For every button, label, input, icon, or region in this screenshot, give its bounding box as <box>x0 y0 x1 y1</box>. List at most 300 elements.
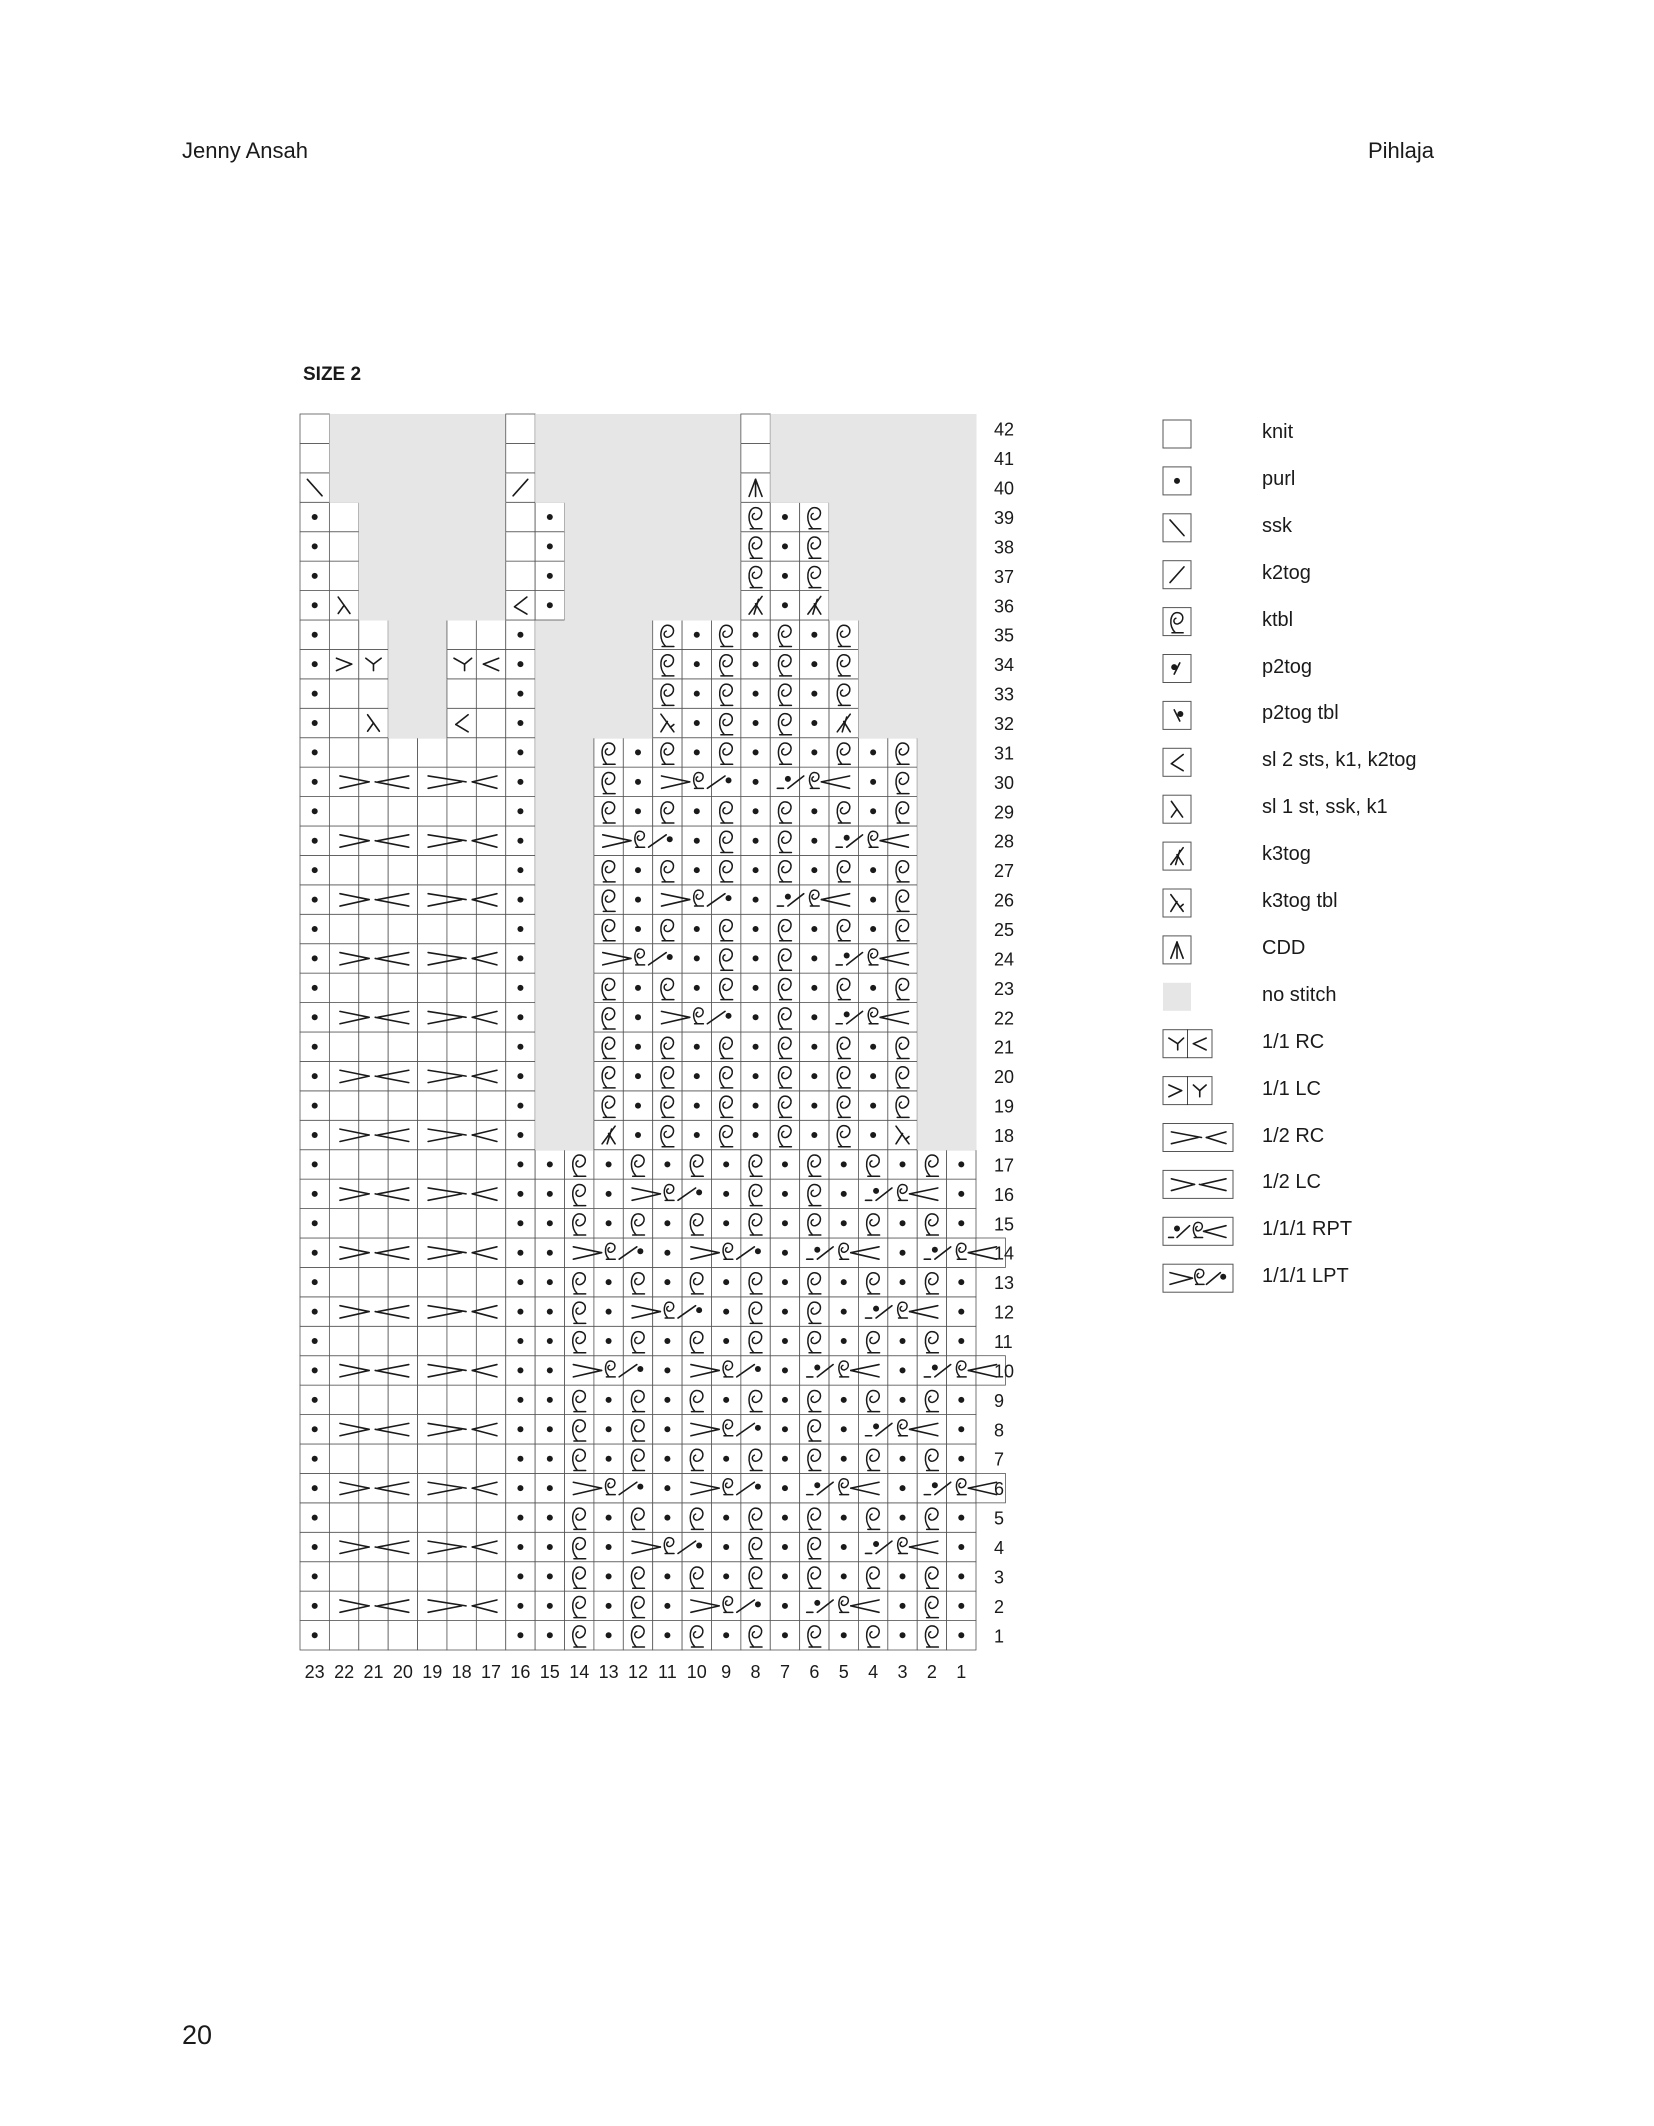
legend-k3tog-tbl-icon <box>1163 889 1191 917</box>
cable-ab-cell <box>418 1120 506 1149</box>
stitch-cell <box>506 1591 535 1620</box>
stitch-cell <box>829 679 858 708</box>
stitch-cell <box>300 502 329 531</box>
stitch-cell <box>623 1591 652 1620</box>
stitch-cell <box>770 1150 799 1179</box>
stitch-cell <box>711 797 740 826</box>
stitch-cell <box>829 855 858 884</box>
no-stitch-cell <box>418 649 448 679</box>
no-stitch-cell <box>447 414 477 444</box>
stitch-cell <box>535 1621 564 1650</box>
stitch-cell <box>300 1385 329 1414</box>
row-number: 34 <box>994 655 1015 676</box>
cable-ef-cell <box>329 1061 417 1090</box>
stitch-cell <box>800 1532 829 1561</box>
no-stitch-cell <box>947 532 977 562</box>
stitch-cell <box>300 1032 329 1061</box>
cable-ab-cell <box>418 1591 506 1620</box>
stitch-cell <box>418 1503 447 1532</box>
stitch-cell <box>359 1267 388 1296</box>
stitch-cell <box>506 1003 535 1032</box>
stitch-cell <box>535 1473 564 1502</box>
stitch-cell <box>476 797 505 826</box>
stitch-cell <box>506 855 535 884</box>
no-stitch-cell <box>947 591 977 621</box>
stitch-cell <box>829 973 858 1002</box>
chart-row-35 <box>300 620 977 650</box>
cable-xyz-cell <box>623 1297 711 1326</box>
stitch-cell <box>711 1179 740 1208</box>
stitch-cell <box>800 620 829 649</box>
stitch-cell <box>711 1150 740 1179</box>
stitch-cell <box>476 914 505 943</box>
row-number: 36 <box>994 596 1015 617</box>
no-stitch-cell <box>829 502 859 532</box>
stitch-cell <box>300 767 329 796</box>
stitch-cell <box>682 649 711 678</box>
column-number: 23 <box>304 1662 325 1682</box>
row-number: 5 <box>994 1508 1005 1529</box>
no-stitch-cell <box>623 473 653 503</box>
stitch-cell <box>594 855 623 884</box>
no-stitch-cell <box>917 708 947 738</box>
stitch-cell <box>476 1621 505 1650</box>
cable-uvw-cell <box>800 1591 888 1620</box>
cable-uvw-cell <box>800 1238 888 1267</box>
stitch-cell <box>388 1326 417 1355</box>
row-number: 16 <box>994 1184 1015 1205</box>
no-stitch-cell <box>888 443 918 473</box>
stitch-cell <box>829 1444 858 1473</box>
row-number: 37 <box>994 566 1015 587</box>
stitch-cell <box>858 1267 887 1296</box>
no-stitch-cell <box>917 1091 947 1121</box>
stitch-cell <box>506 679 535 708</box>
cable-ef-cell <box>329 1415 417 1444</box>
stitch-cell <box>829 649 858 678</box>
stitch-cell <box>506 738 535 767</box>
stitch-cell <box>858 738 887 767</box>
legend-label-1-1-1-lpt: 1/1/1 LPT <box>1262 1265 1349 1288</box>
stitch-cell <box>506 1503 535 1532</box>
no-stitch-cell <box>623 414 653 444</box>
stitch-cell <box>741 885 770 914</box>
stitch-cell <box>388 1267 417 1296</box>
cable-xyz-cell <box>594 826 682 855</box>
no-stitch-cell <box>418 561 448 591</box>
no-stitch-cell <box>947 1003 977 1033</box>
cable-ab-cell <box>418 1003 506 1032</box>
stitch-cell <box>682 1621 711 1650</box>
stitch-cell <box>359 1503 388 1532</box>
author-name: Jenny Ansah <box>182 138 308 163</box>
chart-row-30 <box>300 767 977 797</box>
stitch-cell <box>476 1209 505 1238</box>
no-stitch-cell <box>829 414 859 444</box>
no-stitch-cell <box>359 473 389 503</box>
no-stitch-cell <box>565 443 595 473</box>
stitch-cell <box>329 1503 358 1532</box>
stitch-cell <box>506 944 535 973</box>
chart-row-10 <box>300 1356 1005 1385</box>
stitch-cell <box>770 1356 799 1385</box>
row-number: 21 <box>994 1037 1015 1058</box>
stitch-cell <box>594 1444 623 1473</box>
stitch-cell <box>506 502 535 531</box>
column-number: 16 <box>510 1662 531 1682</box>
no-stitch-cell <box>770 414 800 444</box>
stitch-cell <box>947 1415 976 1444</box>
stitch-cell <box>947 1444 976 1473</box>
stitch-cell <box>388 1091 417 1120</box>
stitch-cell <box>300 1209 329 1238</box>
stitch-cell <box>711 1120 740 1149</box>
no-stitch-cell <box>682 591 712 621</box>
stitch-cell <box>770 1209 799 1238</box>
stitch-cell <box>300 885 329 914</box>
stitch-cell <box>741 473 770 502</box>
no-stitch-cell <box>711 414 741 444</box>
stitch-cell <box>770 1473 799 1502</box>
row-number: 26 <box>994 890 1015 911</box>
no-stitch-cell <box>947 797 977 827</box>
no-stitch-cell <box>594 473 624 503</box>
stitch-cell <box>594 767 623 796</box>
stitch-cell <box>476 1503 505 1532</box>
stitch-cell <box>447 1032 476 1061</box>
no-stitch-cell <box>917 532 947 562</box>
stitch-cell <box>741 944 770 973</box>
stitch-cell <box>535 1532 564 1561</box>
column-number: 12 <box>627 1662 649 1682</box>
stitch-cell <box>565 1415 594 1444</box>
no-stitch-cell <box>829 591 859 621</box>
stitch-cell <box>800 826 829 855</box>
stitch-cell <box>741 767 770 796</box>
stitch-cell <box>447 1091 476 1120</box>
stitch-cell <box>741 855 770 884</box>
stitch-cell <box>829 1209 858 1238</box>
stitch-cell <box>653 855 682 884</box>
stitch-cell <box>594 1150 623 1179</box>
stitch-cell <box>535 1238 564 1267</box>
stitch-cell <box>623 1385 652 1414</box>
stitch-cell <box>594 1179 623 1208</box>
no-stitch-cell <box>535 767 565 797</box>
stitch-cell <box>300 1415 329 1444</box>
stitch-cell <box>829 914 858 943</box>
no-stitch-cell <box>388 708 418 738</box>
stitch-cell <box>741 1267 770 1296</box>
chart-row-27 <box>300 855 977 885</box>
chart-row-6 <box>300 1473 1005 1502</box>
stitch-cell <box>770 797 799 826</box>
stitch-cell <box>300 797 329 826</box>
no-stitch-cell <box>623 591 653 621</box>
stitch-cell <box>300 620 329 649</box>
stitch-cell <box>800 1091 829 1120</box>
stitch-cell <box>418 1562 447 1591</box>
stitch-cell <box>800 1503 829 1532</box>
stitch-cell <box>800 708 829 737</box>
no-stitch-cell <box>476 532 506 562</box>
no-stitch-cell <box>653 591 683 621</box>
stitch-cell <box>770 1297 799 1326</box>
stitch-cell <box>770 1179 799 1208</box>
no-stitch-cell <box>476 502 506 532</box>
stitch-cell <box>711 1326 740 1355</box>
stitch-cell <box>653 1209 682 1238</box>
no-stitch-cell <box>888 414 918 444</box>
stitch-cell <box>594 1003 623 1032</box>
no-stitch-cell <box>594 591 624 621</box>
no-stitch-cell <box>535 679 565 709</box>
stitch-cell <box>741 1209 770 1238</box>
no-stitch-cell <box>565 561 595 591</box>
stitch-cell <box>653 738 682 767</box>
no-stitch-cell <box>565 1032 595 1062</box>
stitch-cell <box>535 1297 564 1326</box>
chart-row-9 <box>300 1385 976 1414</box>
chart-row-20 <box>300 1061 977 1091</box>
stitch-cell <box>800 1032 829 1061</box>
stitch-cell <box>858 767 887 796</box>
stitch-cell <box>300 1503 329 1532</box>
stitch-cell <box>565 1267 594 1296</box>
stitch-cell <box>829 1179 858 1208</box>
no-stitch-cell <box>359 443 389 473</box>
stitch-cell <box>359 620 388 649</box>
stitch-cell <box>741 797 770 826</box>
stitch-cell <box>770 826 799 855</box>
no-stitch-cell <box>535 443 565 473</box>
row-number: 32 <box>994 714 1015 734</box>
column-number: 14 <box>569 1662 590 1682</box>
no-stitch-cell <box>858 649 888 679</box>
no-stitch-cell <box>535 973 565 1003</box>
stitch-cell <box>300 1061 329 1090</box>
stitch-cell <box>770 1120 799 1149</box>
no-stitch-cell <box>858 591 888 621</box>
stitch-cell <box>447 620 476 649</box>
stitch-cell <box>623 797 652 826</box>
no-stitch-cell <box>947 973 977 1003</box>
no-stitch-cell <box>888 708 918 738</box>
no-stitch-cell <box>947 561 977 591</box>
column-number: 21 <box>363 1662 384 1682</box>
no-stitch-cell <box>594 443 624 473</box>
stitch-cell <box>565 1562 594 1591</box>
row-number: 17 <box>994 1155 1015 1176</box>
stitch-cell <box>653 1385 682 1414</box>
no-stitch-cell <box>418 591 448 621</box>
stitch-cell <box>653 1091 682 1120</box>
stitch-cell <box>800 561 829 590</box>
stitch-cell <box>858 885 887 914</box>
no-stitch-cell <box>917 561 947 591</box>
stitch-cell <box>623 738 652 767</box>
no-stitch-cell <box>800 473 830 503</box>
no-stitch-cell <box>565 708 595 738</box>
stitch-cell <box>594 914 623 943</box>
row-number: 40 <box>994 478 1015 499</box>
no-stitch-cell <box>565 1091 595 1121</box>
stitch-cell <box>476 620 505 649</box>
stitch-cell <box>800 855 829 884</box>
stitch-cell <box>623 855 652 884</box>
no-stitch-cell <box>476 414 506 444</box>
no-stitch-cell <box>594 561 624 591</box>
pattern-name: Pihlaja <box>1367 138 1434 163</box>
stitch-cell <box>594 1621 623 1650</box>
stitch-cell <box>418 1209 447 1238</box>
stitch-cell <box>770 738 799 767</box>
stitch-cell <box>888 1562 917 1591</box>
no-stitch-cell <box>565 679 595 709</box>
stitch-cell <box>300 414 329 443</box>
no-stitch-cell <box>535 1120 565 1150</box>
stitch-cell <box>300 1120 329 1149</box>
column-number: 4 <box>868 1662 879 1682</box>
chart-row-1 <box>300 1621 976 1650</box>
cable-xyz-cell <box>623 1179 711 1208</box>
stitch-cell <box>858 797 887 826</box>
stitch-cell <box>300 855 329 884</box>
row-number: 3 <box>994 1567 1005 1588</box>
no-stitch-cell <box>535 944 565 974</box>
stitch-cell <box>359 1385 388 1414</box>
stitch-cell <box>329 708 358 737</box>
stitch-cell <box>741 1032 770 1061</box>
stitch-cell <box>300 1297 329 1326</box>
stitch-cell <box>888 1238 917 1267</box>
no-stitch-cell <box>535 738 565 768</box>
stitch-cell <box>888 973 917 1002</box>
stitch-cell <box>594 1385 623 1414</box>
stitch-cell <box>741 826 770 855</box>
stitch-cell <box>888 1032 917 1061</box>
stitch-cell <box>565 1150 594 1179</box>
stitch-cell <box>535 1209 564 1238</box>
stitch-cell <box>800 1267 829 1296</box>
cable-gh-cell <box>447 649 506 678</box>
stitch-cell <box>329 1621 358 1650</box>
no-stitch-cell <box>565 532 595 562</box>
row-number: 41 <box>994 449 1015 470</box>
cable-ab-cell <box>418 1238 506 1267</box>
no-stitch-cell <box>917 443 947 473</box>
stitch-cell <box>741 1503 770 1532</box>
no-stitch-cell <box>653 414 683 444</box>
cable-ab-cell <box>418 826 506 855</box>
no-stitch-cell <box>565 797 595 827</box>
stitch-cell <box>300 944 329 973</box>
stitch-cell <box>888 767 917 796</box>
no-stitch-cell <box>917 914 947 944</box>
no-stitch-cell <box>858 620 888 650</box>
stitch-cell <box>858 1326 887 1355</box>
stitch-cell <box>711 855 740 884</box>
stitch-cell <box>623 1150 652 1179</box>
legend-ssk-icon <box>1163 514 1191 542</box>
stitch-cell <box>858 1503 887 1532</box>
stitch-cell <box>594 797 623 826</box>
column-number: 17 <box>481 1662 502 1682</box>
stitch-cell <box>741 1326 770 1355</box>
cable-uvw-cell <box>800 1473 888 1502</box>
row-number: 4 <box>994 1538 1005 1558</box>
stitch-cell <box>476 679 505 708</box>
legend-label-p2tog-tbl: p2tog tbl <box>1262 702 1339 725</box>
cable-uvw-cell <box>829 826 917 855</box>
no-stitch-cell <box>418 708 448 738</box>
stitch-cell <box>653 1621 682 1650</box>
no-stitch-cell <box>682 443 712 473</box>
stitch-cell <box>447 1444 476 1473</box>
stitch-cell <box>858 1091 887 1120</box>
no-stitch-cell <box>682 532 712 562</box>
stitch-cell <box>535 502 564 531</box>
stitch-cell <box>653 1267 682 1296</box>
legend-label-k3tog-tbl: k3tog tbl <box>1262 890 1338 912</box>
chart-row-16 <box>300 1179 976 1208</box>
stitch-cell <box>770 1032 799 1061</box>
legend-label-k3tog: k3tog <box>1262 843 1311 866</box>
chart-row-40 <box>300 473 977 503</box>
cable-xyz-cell <box>682 1415 770 1444</box>
cable-ab-cell <box>418 1297 506 1326</box>
chart-row-31 <box>300 738 977 768</box>
stitch-cell <box>741 1532 770 1561</box>
no-stitch-cell <box>447 443 477 473</box>
stitch-cell <box>711 620 740 649</box>
stitch-cell <box>594 1532 623 1561</box>
no-stitch-cell <box>388 473 418 503</box>
stitch-cell <box>300 708 329 737</box>
stitch-cell <box>711 914 740 943</box>
stitch-cell <box>947 1621 976 1650</box>
stitch-cell <box>418 1326 447 1355</box>
stitch-cell <box>388 738 417 767</box>
no-stitch-cell <box>917 797 947 827</box>
stitch-cell <box>800 973 829 1002</box>
stitch-cell <box>506 1238 535 1267</box>
legend-label-sl1-ssk-k1: sl 1 st, ssk, k1 <box>1262 796 1388 819</box>
legend-purl-icon <box>1163 467 1191 495</box>
stitch-cell <box>711 973 740 1002</box>
no-stitch-cell <box>917 1003 947 1033</box>
stitch-cell <box>653 649 682 678</box>
cable-xyz-cell <box>653 1003 741 1032</box>
no-stitch-cell <box>535 855 565 885</box>
no-stitch-cell <box>565 1120 595 1150</box>
no-stitch-cell <box>682 561 712 591</box>
no-stitch-cell <box>388 679 418 709</box>
stitch-cell <box>741 591 770 620</box>
stitch-cell <box>329 1267 358 1296</box>
stitch-cell <box>682 620 711 649</box>
stitch-cell <box>506 1562 535 1591</box>
cable-uvw-cell <box>917 1473 1005 1502</box>
stitch-cell <box>594 1562 623 1591</box>
stitch-cell <box>741 1061 770 1090</box>
stitch-cell <box>858 1621 887 1650</box>
cable-uvw-cell <box>770 767 858 796</box>
stitch-cell <box>594 1326 623 1355</box>
stitch-cell <box>300 1150 329 1179</box>
cable-ef-cell <box>329 1473 417 1502</box>
stitch-cell <box>329 1209 358 1238</box>
